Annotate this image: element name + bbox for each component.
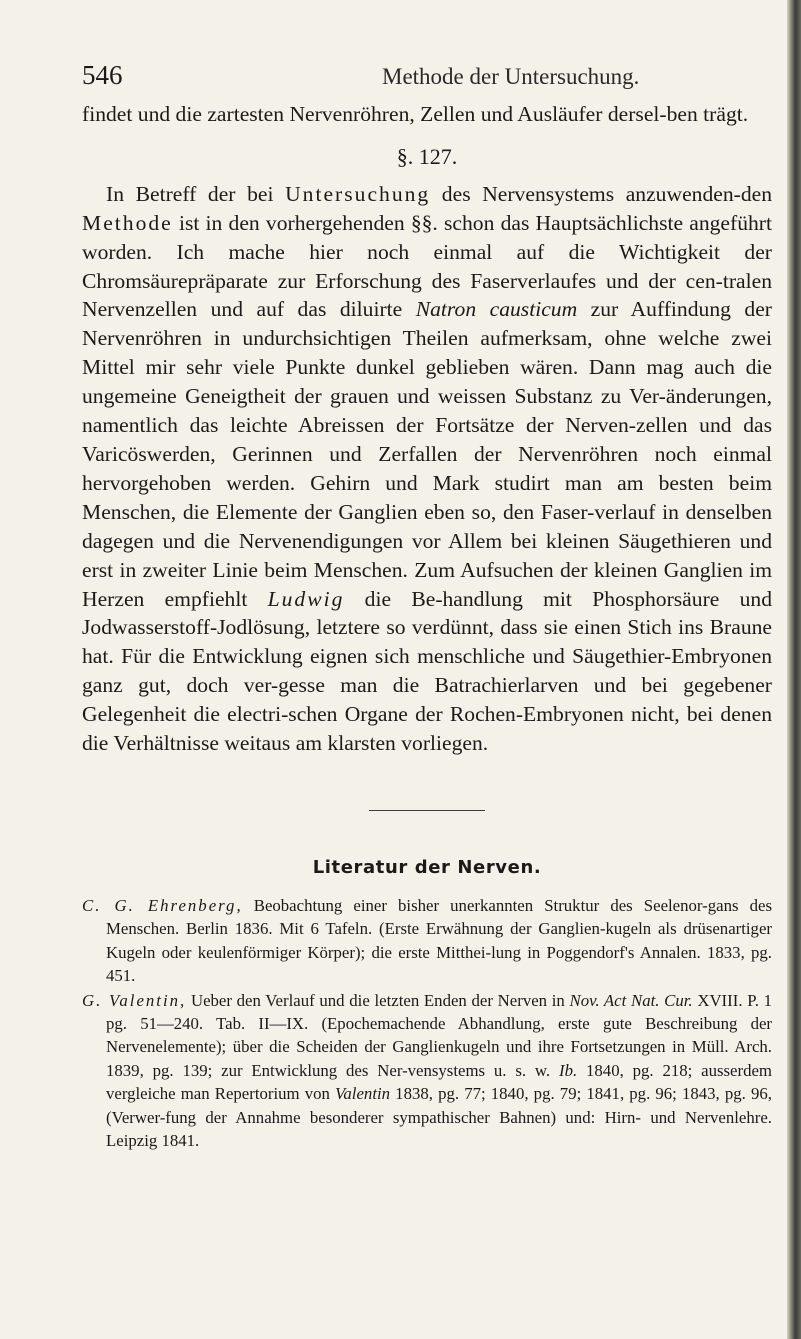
text-run: die Be-handlung mit Phosphorsäure und Jodwasserstoff-Jodlösung, letztere so verdünnt, dass sie einen Stich ins Braune hat. Für die Entwicklung eignen sich menschliche und Säugethier-Embryonen ganz gut, doch ver-gesse man die Batrachierlarven und bei gegebener Gelegenheit die electri-schen Organe der Rochen-Embryonen nicht, bei denen die Verhältnisse weitaus am klarsten vorliegen. [82,586,772,756]
reference-text: 1838, pg. 77; 1840, pg. 79; 1841, pg. 96; 1843, pg. 96, (Verwer-fung der Annahme besonderer sympathischer Bahnen) und: Hirn- und Nervenlehre. Leipzig 1841. [106,1084,772,1150]
reference-valentin [82,989,772,1153]
reference-text: XVIII. P. 1 pg. 51—240. Tab. II—IX. (Epochemachende Abhandlung, erste gute Beschreibung der Nervenelemente); über die Scheiden der Ganglienkugeln und ihre Fortsetzungen in Müll. Arch. 1839, pg. 139; zur Entwicklung des Ner-vensystems u. s. w. [106,990,773,1080]
reference-author: G. Valentin, [82,990,187,1010]
literature-list [82,894,772,1152]
reference-ehrenberg [82,894,772,988]
section-divider [369,810,485,811]
paragraph-section-127 [82,180,772,758]
author-valentin: Valentin [335,1084,391,1104]
paragraph-continuation: findet und die zartesten Nervenröhren, Zellen und Ausläufer dersel-ben trägt. [82,102,749,126]
author-ludwig: Ludwig [267,586,345,611]
page-edge-shadow [787,0,801,1339]
journal-title: Nov. Act Nat. Cur. [569,990,693,1010]
page-header [82,60,772,100]
reference-text: Ueber den Verlauf und die letzten Enden der Nerven in [186,990,570,1010]
ibid: Ib. [558,1060,578,1080]
page-number: 546 [82,60,123,90]
text-run: zur Auffindung der Nervenröhren in undurchsichtigen Theilen aufmerksam, ohne welche zwei Mittel mir sehr viele Punkte dunkel geblieben wären. Dann mag auch die ungemeine Geneigtheit der grauen und weissen Substanz zu Ver-änderungen, namentlich das leichte Abreissen der Fortsätze der Nerven-zellen und das Varicöswerden, Gerinnen und Zerfallen der Nervenröhren noch einmal hervorgehoben werden. Gehirn und Mark studirt man am besten beim Menschen, die Elemente der Ganglien eben so, den Faser-verlauf in denselben dagegen und die Nervenendigungen vor Allem bei kleinen Säugethieren und erst in zweiter Linie beim Menschen. Zum Aufsuchen der kleinen Ganglien im Herzen empfiehlt [82,297,772,611]
text-run: des Nervensystems anzuwenden-den [430,181,773,206]
text-run: In Betreff der bei [106,181,286,206]
emphasis-methode: Methode [82,210,173,235]
running-title: Methode der Untersuchung. [382,64,640,89]
reference-author: C. G. Ehrenberg, [82,895,243,915]
italic-natron-causticum: Natron causticum [415,297,578,322]
literature-heading: Literatur der Nerven. [312,856,542,878]
reference-text: 1840, pg. 218; ausserdem vergleiche man Repertorium von [106,1060,772,1104]
main-text [82,100,772,758]
text-run: ist in den vorhergehenden §§. schon das Hauptsächlichste angeführt worden. Ich mache hier noch einmal auf die Wichtigkeit der Chromsäurepräparate zur Erforschung des Faserverlaufes und der cen-tralen Nervenzellen und auf das diluirte [82,210,772,322]
emphasis-untersuchung: Untersuchung [285,181,431,206]
book-page [82,60,772,1153]
section-heading: §. 127. [396,143,458,169]
reference-text: Beobachtung einer bisher unerkannten Struktur des Seelenor-gans des Menschen. Berlin 1836. Mit 6 Tafeln. (Erste Erwähnung der Ganglien-kugeln als drüsenartiger Kugeln oder keulenförmiger Körper); die erste Mitthei-lung in Poggendorf's Annalen. 1833, pg. 451. [106,895,772,986]
